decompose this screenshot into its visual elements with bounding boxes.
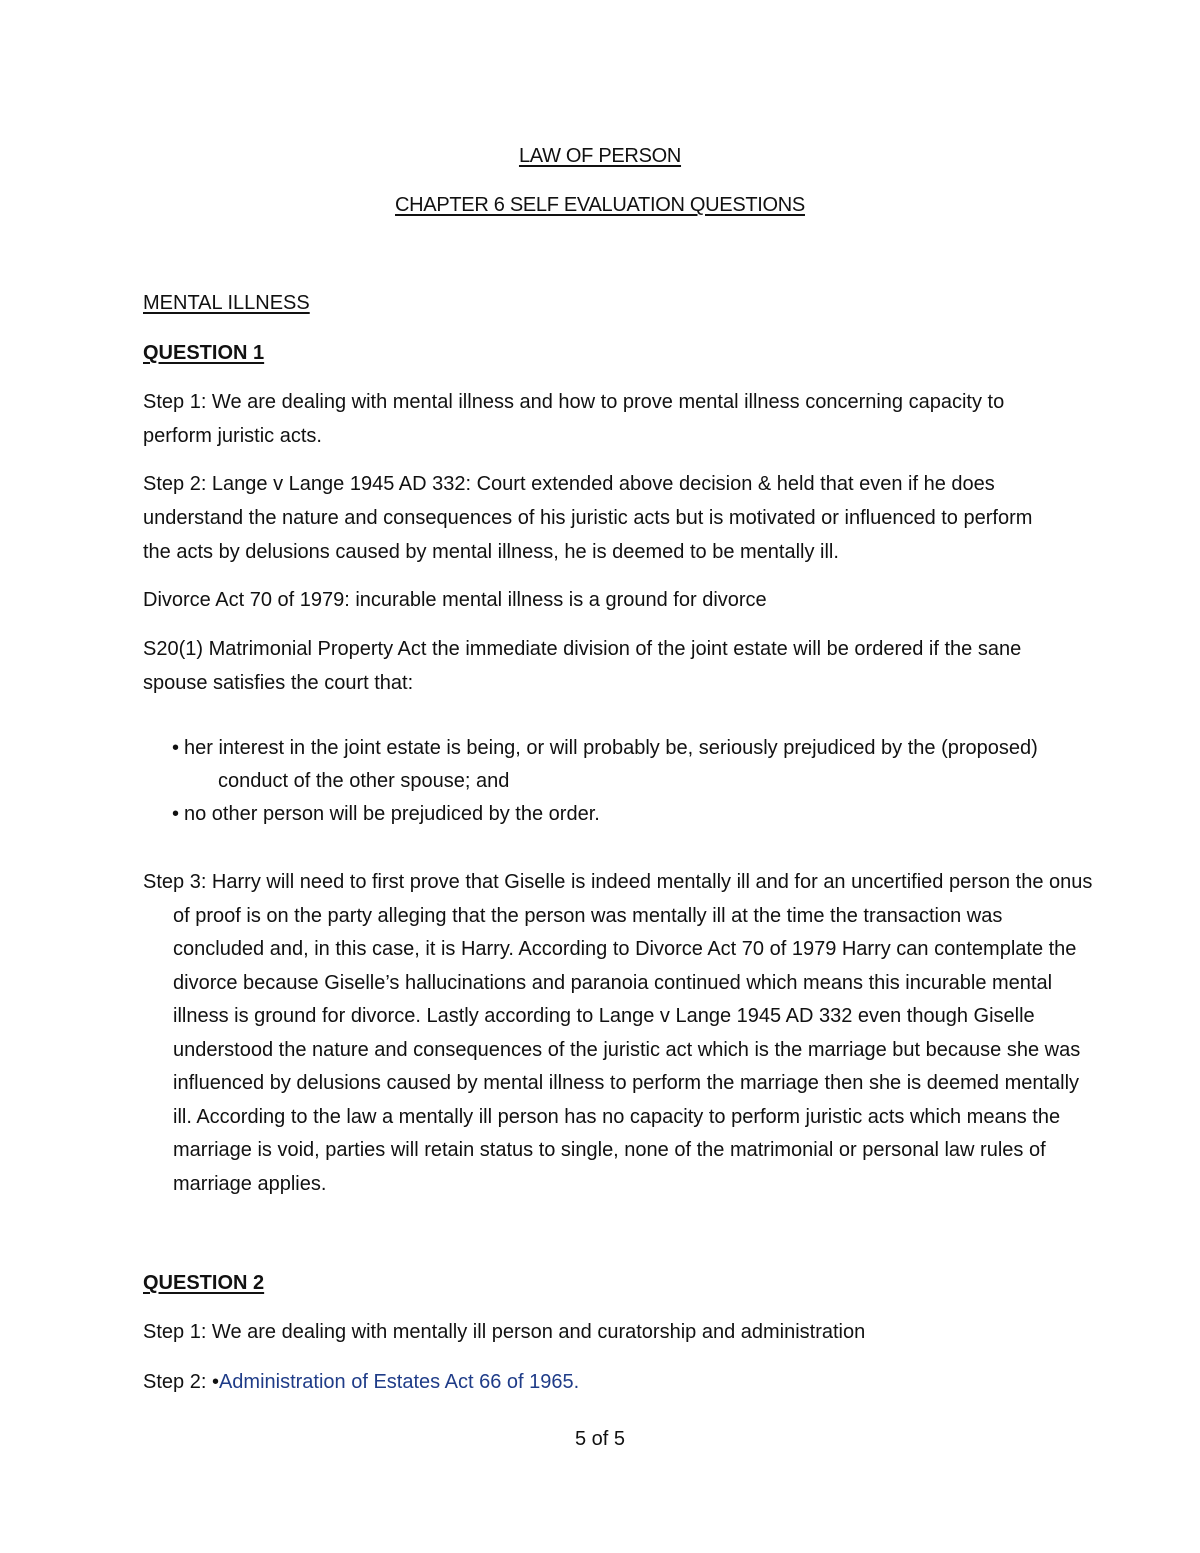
document-subtitle: CHAPTER 6 SELF EVALUATION QUESTIONS bbox=[395, 194, 805, 216]
q2-step-2-prefix: Step 2: bbox=[143, 1371, 212, 1393]
document-title: LAW OF PERSON bbox=[518, 145, 682, 167]
q2-step-2 bbox=[143, 1365, 1063, 1399]
q1-step-3: Step 3: Harry will need to first prove that Giselle is indeed mentally ill and for an uncertified person the onus of proof is on the party alleging that the person was mentally ill at the time the transaction was concluded and, in this case, it is Harry. According to Divorce Act 70 of 1979 Harry can contemplate the divorce because Giselle’s hallucinations and paranoia continued which means this incurable mental illness is ground for divorce. Lastly according to Lange v Lange 1945 AD 332 even though Giselle understood the nature and consequences of the juristic act which is the marriage but because she was influenced by delusions caused by mental illness to perform the marriage then she is deemed mentally ill. According to the law a mentally ill person has no capacity to perform juristic acts which means the marriage is void, parties will retain status to single, none of the matrimonial or personal law rules of marriage applies. bbox=[143, 871, 1093, 1195]
bullet-icon: • bbox=[172, 803, 180, 825]
q2-step-1: Step 1: We are dealing with mentally ill person and curatorship and administration bbox=[143, 1321, 866, 1343]
bullet-icon: • bbox=[211, 1371, 219, 1393]
administration-of-estates-act-link[interactable]: Administration of Estates Act 66 of 1965. bbox=[218, 1371, 580, 1393]
q1-step-1: Step 1: We are dealing with mental illness and how to prove mental illness concerning capacity to perform juristic acts. bbox=[143, 391, 1005, 447]
question-1-heading: QUESTION 1 bbox=[143, 342, 265, 364]
bullet-icon: • bbox=[172, 737, 180, 759]
question-2-heading: QUESTION 2 bbox=[143, 1272, 265, 1294]
q1-step-2: Step 2: Lange v Lange 1945 AD 332: Court extended above decision & held that even if he does understand the nature and consequences of his juristic acts but is motivated or influenced to perform the acts by delusions caused by mental illness, he is deemed to be mentally ill. bbox=[143, 473, 1033, 563]
q1-s20-matrimonial-property: S20(1) Matrimonial Property Act the immediate division of the joint estate will be ordered if the sane spouse satisfies the court that: bbox=[143, 638, 1022, 694]
list-item bbox=[172, 798, 1062, 831]
q1-bullet-list bbox=[172, 732, 1062, 831]
section-heading-mental-illness: MENTAL ILLNESS bbox=[143, 292, 310, 314]
list-item-text: no other person will be prejudiced by the order. bbox=[184, 803, 600, 825]
page-number: 5 of 5 bbox=[574, 1428, 626, 1450]
list-item bbox=[172, 732, 1062, 798]
q1-divorce-act: Divorce Act 70 of 1979: incurable mental illness is a ground for divorce bbox=[143, 589, 767, 611]
list-item-text: her interest in the joint estate is being, or will probably be, seriously prejudiced by the (proposed) conduct of the other spouse; and bbox=[184, 737, 1038, 792]
